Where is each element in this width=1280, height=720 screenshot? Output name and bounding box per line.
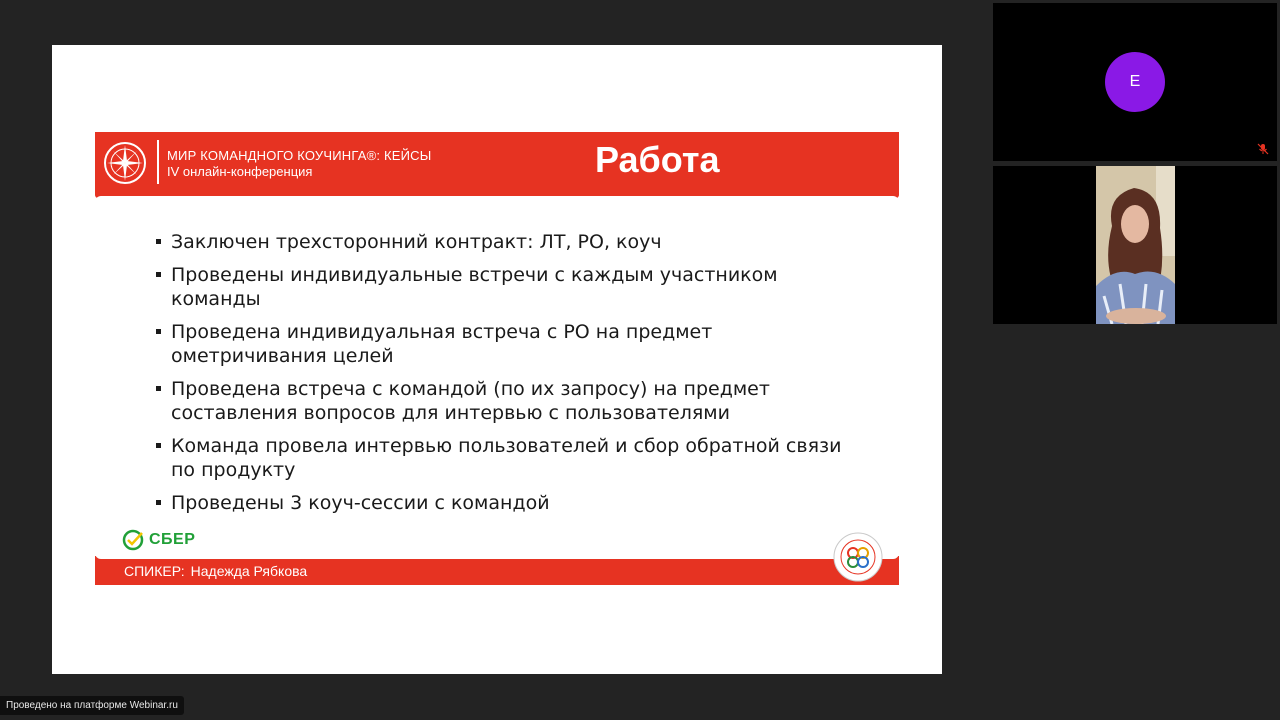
platform-watermark: Проведено на платформе Webinar.ru — [0, 696, 184, 715]
bullet-item — [156, 230, 856, 254]
bullet-text: Проведены индивидуальные встречи с каждым участником команды — [171, 264, 778, 310]
bullet-item — [156, 491, 856, 515]
presenter-video — [1096, 166, 1175, 324]
sber-logo-text: СБЕР — [149, 531, 196, 548]
slide-title: Работа — [595, 139, 720, 180]
conference-title: МИР КОМАНДНОГО КОУЧИНГА®: КЕЙСЫ — [167, 148, 432, 163]
bullet-marker — [156, 443, 161, 448]
compass-emblem-icon — [103, 141, 147, 185]
bullet-text: Команда провела интервью пользователей и сбор обратной связи по продукту — [171, 435, 842, 481]
presentation-slide — [52, 45, 942, 674]
header-divider — [157, 140, 159, 184]
association-seal-icon — [833, 532, 883, 582]
slide-footer-banner — [95, 556, 899, 585]
bullet-item — [156, 263, 856, 311]
bullet-marker — [156, 500, 161, 505]
slide-header-banner — [95, 132, 899, 198]
muted-mic-icon — [1257, 143, 1269, 155]
sber-check-icon — [122, 529, 144, 551]
participant-tile[interactable] — [993, 3, 1277, 161]
speaker-label: СПИКЕР: — [124, 563, 185, 579]
bullet-item — [156, 434, 856, 482]
presenter-figure-icon — [1096, 166, 1175, 324]
bullet-marker — [156, 239, 161, 244]
speaker-caption — [124, 562, 307, 580]
bullet-item — [156, 377, 856, 425]
bullet-item — [156, 320, 856, 368]
bullet-text: Проведены 3 коуч-сессии с командой — [171, 492, 550, 514]
sber-logo — [122, 529, 195, 551]
bullet-list — [156, 230, 856, 524]
participant-avatar — [1105, 52, 1165, 112]
bullet-marker — [156, 386, 161, 391]
bullet-text: Заключен трехсторонний контракт: ЛТ, РО, коуч — [171, 231, 662, 253]
bullet-marker — [156, 329, 161, 334]
speaker-name: Надежда Рябкова — [190, 563, 308, 579]
participant-initial: E — [1129, 73, 1141, 90]
conference-subtitle: IV онлайн-конференция — [167, 164, 313, 179]
bullet-text: Проведена индивидуальная встреча с РО на предмет ометричивания целей — [171, 321, 713, 367]
bullet-text: Проведена встреча с командой (по их запросу) на предмет составления вопросов для интервью с пользователями — [171, 378, 770, 424]
presenter-video-tile[interactable] — [993, 166, 1277, 324]
bullet-marker — [156, 272, 161, 277]
